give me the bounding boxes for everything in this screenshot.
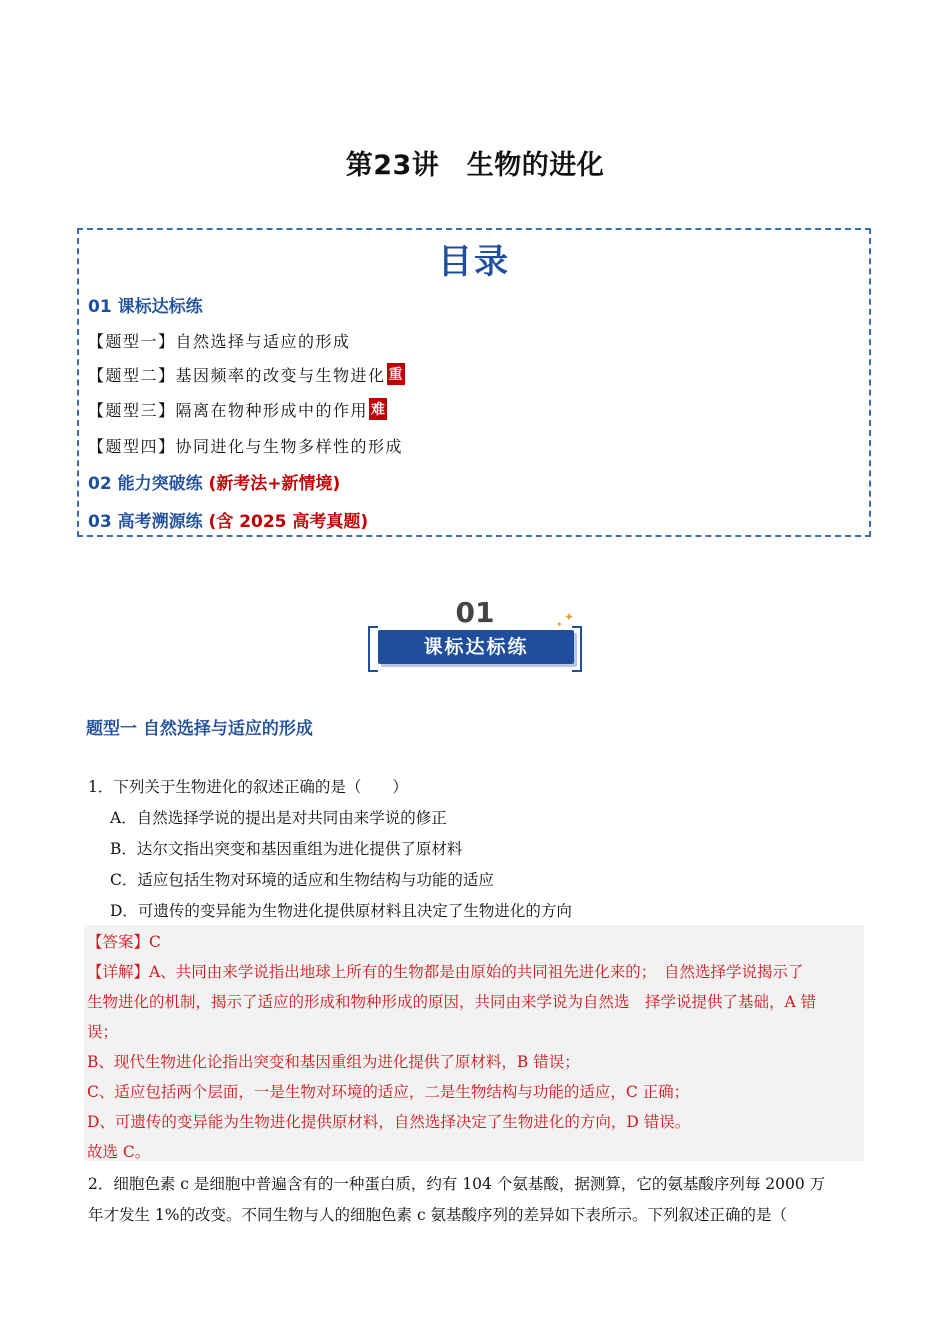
option-b: B．达尔文指出突变和基因重组为进化提供了原材料 (110, 840, 463, 858)
explanation-line: C、适应包括两个层面，一是生物对环境的适应，二是生物结构与功能的适应，C 正确； (87, 1083, 690, 1101)
toc-item-3[interactable] (88, 398, 387, 421)
question-1-stem: 1．下列关于生物进化的叙述正确的是（ ） (88, 778, 408, 796)
toc-section-1[interactable]: 01 课标达标练 (88, 297, 203, 317)
explanation-line: D、可遗传的变异能为生物进化提供原材料，自然选择决定了生物进化的方向，D 错误。 (87, 1113, 691, 1131)
sparkle-small-icon: ✦ (556, 620, 563, 629)
conclusion-line: 故选 C。 (87, 1143, 151, 1161)
toc-item-1[interactable] (88, 329, 351, 352)
explanation-line: 生物进化的机制，揭示了适应的形成和物种形成的原因，共同由来学说为自然选 择学说提供了基础，A 错 (87, 993, 817, 1011)
explanation-line: 误； (87, 1023, 119, 1041)
toc-item-2[interactable] (88, 363, 405, 386)
question-2-line: 2．细胞色素 c 是细胞中普遍含有的一种蛋白质，约有 104 个氨基酸，据测算，它的氨基酸序列每 2000 万 (88, 1175, 826, 1193)
toc-section-note: (含 2025 高考真题) (208, 512, 369, 532)
option-c: C．适应包括生物对环境的适应和生物结构与功能的适应 (110, 871, 494, 889)
toc-section-2[interactable] (88, 469, 340, 494)
important-badge: 重 (387, 363, 405, 385)
table-of-contents (77, 228, 871, 537)
toc-heading: 目录 (438, 242, 510, 282)
sparkle-icon: ✦ (564, 610, 575, 624)
page-title: 第23讲 生物的进化 (345, 150, 605, 181)
bracket-left-icon (368, 626, 378, 672)
question-2-line: 年才发生 1%的改变。不同生物与人的细胞色素 c 氨基酸序列的差异如下表所示。下列叙述正确的是（ (88, 1206, 788, 1224)
question-type-heading: 题型一 自然选择与适应的形成 (86, 719, 313, 739)
difficult-badge: 难 (369, 398, 387, 420)
option-a: A．自然选择学说的提出是对共同由来学说的修正 (110, 809, 447, 827)
answer-line: 【答案】C (87, 933, 161, 951)
option-d: D．可遗传的变异能为生物进化提供原材料且决定了生物进化的方向 (110, 902, 572, 920)
toc-item-label: 【题型四】协同进化与生物多样性的形成 (88, 437, 404, 456)
toc-item-label: 【题型二】基因频率的改变与生物进化 (88, 366, 386, 385)
toc-item-label: 【题型三】隔离在物种形成中的作用 (88, 401, 369, 420)
toc-item-4[interactable] (88, 434, 403, 457)
banner-box (378, 630, 574, 664)
toc-section-label: 02 能力突破练 (88, 474, 203, 494)
toc-item-label: 【题型一】自然选择与适应的形成 (88, 332, 351, 351)
toc-section-note: (新考法+新情境) (208, 474, 341, 494)
toc-section-3[interactable] (88, 507, 368, 532)
section-banner (368, 596, 582, 676)
explanation-line: 【详解】A、共同由来学说指出地球上所有的生物都是由原始的共同祖先进化来的； 自然选择学说揭示了 (87, 963, 804, 981)
banner-label: 课标达标练 (423, 636, 529, 658)
toc-section-label: 03 高考溯源练 (88, 512, 203, 532)
explanation-line: B、现代生物进化论指出突变和基因重组为进化提供了原材料，B 错误； (87, 1053, 580, 1071)
banner-number: 01 (455, 596, 495, 629)
